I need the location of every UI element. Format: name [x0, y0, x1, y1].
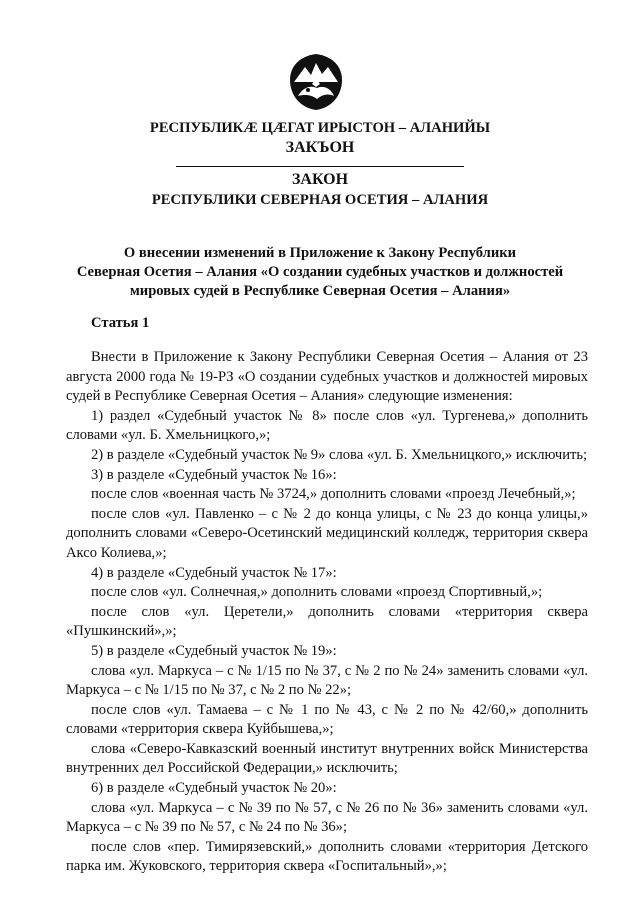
paragraph: Внести в Приложение к Закону Республики Северная Осетия – Алания от 23 августа 2000 года № 19-РЗ «О создании судебных участков и должностей мировых судей в Республике Северная Осетия – Алания» следующие изменения:: [66, 349, 588, 405]
paragraph: после слов «военная часть № 3724,» дополнить словами «проезд Лечебный,»;: [91, 486, 576, 503]
paragraph: 4) в разделе «Судебный участок № 17»:: [91, 564, 337, 581]
republic-name-russian: РЕСПУБЛИКИ СЕВЕРНАЯ ОСЕТИЯ – АЛАНИЯ: [151, 192, 489, 208]
paragraph: после слов «ул. Тамаева – с № 1 по № 43, с № 2 по № 42/60,» дополнить словами «территория сквера Куйбышева,»;: [66, 701, 588, 738]
law-label-russian: ЗАКОН: [291, 171, 349, 188]
republic-name-ossetian: РЕСПУБЛИКӔ ЦӔГАТ ИРЫСТОН – АЛАНИЙЫ: [149, 120, 491, 136]
article-body: [66, 348, 588, 877]
law-label-ossetian: ЗАКЪОН: [285, 139, 355, 156]
law-title-line: Северная Осетия – Алания «О создании судебных участков и должностей: [76, 264, 564, 280]
article-heading: Статья 1: [91, 315, 150, 331]
paragraph: после слов «ул. Солнечная,» дополнить словами «проезд Спортивный,»;: [91, 584, 543, 601]
paragraph: слова «ул. Маркуса – с № 1/15 по № 37, с № 2 по № 24» заменить словами «ул. Маркуса – с № 1/15 по № 37, с № 2 по № 22»;: [66, 662, 588, 699]
paragraph: слова «Северо-Кавказский военный институт внутренних войск Министерства внутренних дел Российской Федерации,» исключить;: [66, 740, 588, 777]
law-title: [40, 244, 600, 301]
paragraph: 1) раздел «Судебный участок № 8» после слов «ул. Тургенева,» дополнить словами «ул. Б. Хмельницкого,»;: [66, 407, 588, 444]
coat-of-arms-icon: [287, 52, 345, 112]
paragraph: 2) в разделе «Судебный участок № 9» слова «ул. Б. Хмельницкого,» исключить;: [91, 446, 588, 463]
law-title-line: мировых судей в Республике Северная Осетия – Алания»: [129, 283, 511, 299]
paragraph: 6) в разделе «Судебный участок № 20»:: [91, 780, 337, 797]
paragraph: 5) в разделе «Судебный участок № 19»:: [91, 642, 337, 659]
paragraph: 3) в разделе «Судебный участок № 16»:: [91, 466, 337, 483]
law-title-line: О внесении изменений в Приложение к Закону Республики: [123, 245, 517, 261]
header-divider: [176, 166, 464, 167]
paragraph: после слов «ул. Павленко – с № 2 до конца улицы, с № 23 до конца улицы,» дополнить словами «Северо-Осетинский медицинский колледж, территория сквера Аксо Колиева,»;: [66, 505, 588, 561]
paragraph: после слов «пер. Тимирязевский,» дополнить словами «территория Детского парка им. Жуковского, территория сквера «Госпитальный»,»;: [66, 838, 588, 875]
paragraph: после слов «ул. Церетели,» дополнить словами «территория сквера «Пушкинский»,»;: [66, 603, 588, 640]
paragraph: слова «ул. Маркуса – с № 39 по № 57, с № 26 по № 36» заменить словами «ул. Маркуса – с № 39 по № 57, с № 24 по № 36»;: [66, 799, 588, 836]
